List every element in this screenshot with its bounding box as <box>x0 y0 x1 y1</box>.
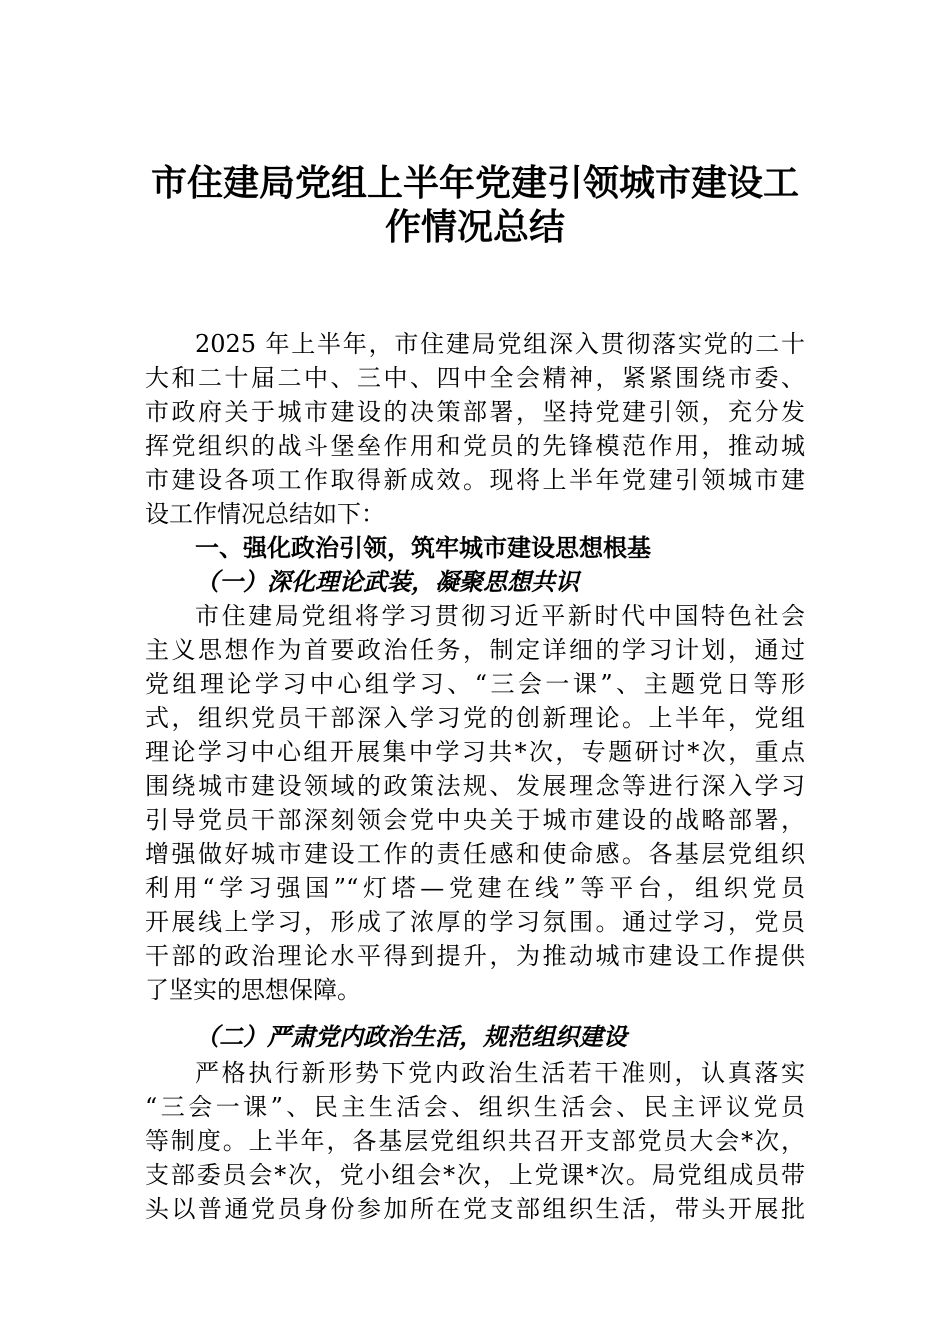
paragraph-line: 市住建局党组将学习贯彻习近平新时代中国特色社会 <box>195 602 805 630</box>
paragraph-line: 了坚实的思想保障。 <box>145 976 361 1004</box>
paragraph-line: 式，组织党员干部深入学习党的创新理论。上半年，党组 <box>145 704 805 732</box>
paragraph-line: 头以普通党员身份参加所在党支部组织生活，带头开展批 <box>145 1195 805 1223</box>
paragraph-line: 干部的政治理论水平得到提升，为推动城市建设工作提供 <box>145 942 805 970</box>
subsection-1-heading: （一）深化理论武装，凝聚思想共识 <box>195 567 579 596</box>
paragraph-line: 增强做好城市建设工作的责任感和使命感。各基层党组织 <box>145 840 805 868</box>
paragraph-line: 支部委员会*次，党小组会*次，上党课*次。局党组成员带 <box>145 1161 805 1189</box>
document-title-line-2: 作情况总结 <box>384 207 565 248</box>
paragraph-line: 严格执行新形势下党内政治生活若干准则，认真落实 <box>195 1059 805 1087</box>
document-title-line-1: 市住建局党组上半年党建引领城市建设工 <box>150 163 799 204</box>
paragraph-line: 党组理论学习中心组学习、“三会一课”、主题党日等形 <box>145 670 805 698</box>
paragraph-line: 理论学习中心组开展集中学习共*次，专题研讨*次，重点 <box>145 738 805 766</box>
section-1-heading: 一、强化政治引领，筑牢城市建设思想根基 <box>195 534 651 562</box>
paragraph-line: 围绕城市建设领域的政策法规、发展理念等进行深入学习 <box>145 772 805 800</box>
paragraph-line: 大和二十届二中、三中、四中全会精神，紧紧围绕市委、 <box>145 364 805 392</box>
subsection-2-heading: （二）严肃党内政治生活，规范组织建设 <box>195 1022 627 1051</box>
paragraph-line: 开展线上学习，形成了浓厚的学习氛围。通过学习，党员 <box>145 908 805 936</box>
paragraph-line: 等制度。上半年，各基层党组织共召开支部党员大会*次， <box>145 1127 805 1155</box>
paragraph-line: 设工作情况总结如下： <box>145 500 385 528</box>
paragraph-line: 引导党员干部深刻领会党中央关于城市建设的战略部署， <box>145 806 805 834</box>
paragraph-line: 主义思想作为首要政治任务，制定详细的学习计划，通过 <box>145 636 805 664</box>
paragraph-line: 利用“学习强国”“灯塔—党建在线”等平台，组织党员 <box>145 874 805 902</box>
paragraph-line: 挥党组织的战斗堡垒作用和党员的先锋模范作用，推动城 <box>145 432 805 460</box>
paragraph-line: 2025 年上半年，市住建局党组深入贯彻落实党的二十 <box>195 330 805 358</box>
paragraph-line: 市政府关于城市建设的决策部署，坚持党建引领，充分发 <box>145 398 805 426</box>
paragraph-line: 市建设各项工作取得新成效。现将上半年党建引领城市建 <box>145 466 805 494</box>
paragraph-line: “三会一课”、民主生活会、组织生活会、民主评议党员 <box>145 1093 805 1121</box>
